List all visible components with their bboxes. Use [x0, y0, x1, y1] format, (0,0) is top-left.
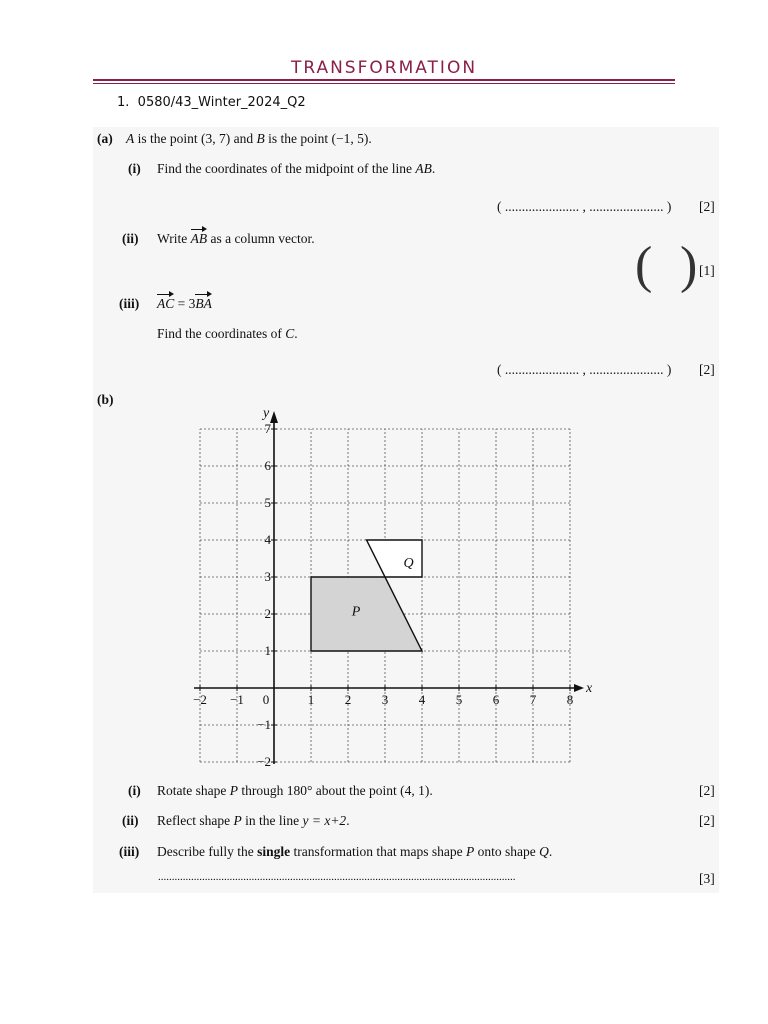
title-rule-bottom	[93, 83, 675, 84]
title-rule-top	[93, 79, 675, 81]
vector-ab: AB	[190, 231, 208, 246]
x-tick-label: 5	[455, 692, 463, 707]
shape-q	[367, 540, 423, 577]
x-axis-label: x	[586, 681, 593, 696]
y-tick-label: 5	[264, 495, 271, 510]
x-tick-label: −1	[230, 692, 244, 707]
x-tick-label: 7	[529, 692, 537, 707]
part-a-iii-answer-blank[interactable]: ( ...................... , ...................... )	[497, 362, 672, 377]
x-tick-label: 3	[381, 692, 389, 707]
part-b-ii-marks: [2]	[699, 813, 715, 828]
vector-ac: AC	[157, 296, 175, 311]
part-b-ii-text: Reflect shape P in the line y = x+2.	[157, 813, 350, 828]
shape-p-label: P	[351, 604, 361, 620]
x-tick-label: 1	[307, 692, 315, 707]
part-b-i-number: (i)	[128, 783, 141, 798]
part-a-ii-marks: [1]	[699, 263, 715, 278]
part-b-iii-text: Describe fully the single transformation that maps shape P onto shape Q.	[157, 844, 553, 859]
question-number: 1.	[117, 95, 130, 110]
part-a-i-text: Find the coordinates of the midpoint of the line AB.	[157, 161, 436, 176]
part-a-iii-equation: AC = 3BA	[157, 296, 212, 311]
y-tick-label: 3	[264, 569, 271, 584]
part-a-stem: A is the point (3, 7) and B is the point (−1, 5).	[126, 131, 372, 146]
column-vector-left-bracket[interactable]: (	[635, 237, 653, 294]
y-tick-label: 7	[264, 421, 271, 436]
x-tick-label: 2	[344, 692, 352, 707]
part-b-i-marks: [2]	[699, 783, 715, 798]
part-a-iii-text: Find the coordinates of C.	[157, 326, 298, 341]
part-b-ii-number: (ii)	[122, 813, 139, 828]
part-b-iii-number: (iii)	[119, 844, 140, 859]
x-tick-label: 8	[566, 692, 574, 707]
x-tick-label: −2	[193, 692, 207, 707]
part-a-i-number: (i)	[128, 161, 141, 176]
coordinate-grid[interactable]	[180, 400, 600, 770]
y-tick-label: 2	[264, 606, 271, 621]
x-tick-label: 4	[418, 692, 426, 707]
question-heading	[117, 95, 306, 110]
y-tick-label: 6	[264, 458, 271, 473]
x-axis-arrow	[574, 684, 584, 692]
shape-q-label: Q	[403, 556, 414, 572]
part-a-label: (a)	[97, 131, 113, 146]
y-tick-label: 4	[264, 532, 271, 547]
shapes	[311, 540, 422, 651]
vector-ba: BA	[195, 296, 212, 311]
y-tick-label: −1	[257, 717, 271, 732]
y-axis-arrow	[270, 411, 278, 423]
page-title: TRANSFORMATION	[290, 58, 478, 78]
part-a-i-answer-blank[interactable]: ( ...................... , ...................... )	[497, 199, 672, 214]
question-code: 0580/43_Winter_2024_Q2	[137, 95, 306, 110]
x-tick-label: 0	[262, 692, 270, 707]
part-a-iii-marks: [2]	[699, 362, 715, 377]
part-b-label: (b)	[97, 392, 114, 407]
part-a-i-marks: [2]	[699, 199, 715, 214]
part-a-ii-text: Write AB as a column vector.	[157, 231, 315, 246]
part-a-ii-number: (ii)	[122, 231, 139, 246]
y-axis-label: y	[263, 406, 270, 421]
y-tick-label: −2	[257, 754, 271, 769]
part-b-iii-marks: [3]	[699, 871, 715, 886]
part-b-i-text: Rotate shape P through 180° about the point (4, 1).	[157, 783, 433, 798]
part-b-iii-answer-line[interactable]: ..................................................................................................................................	[158, 871, 516, 883]
column-vector-right-bracket[interactable]: )	[680, 237, 698, 294]
part-a-iii-number: (iii)	[119, 296, 140, 311]
y-tick-label: 1	[264, 643, 271, 658]
x-tick-label: 6	[492, 692, 500, 707]
